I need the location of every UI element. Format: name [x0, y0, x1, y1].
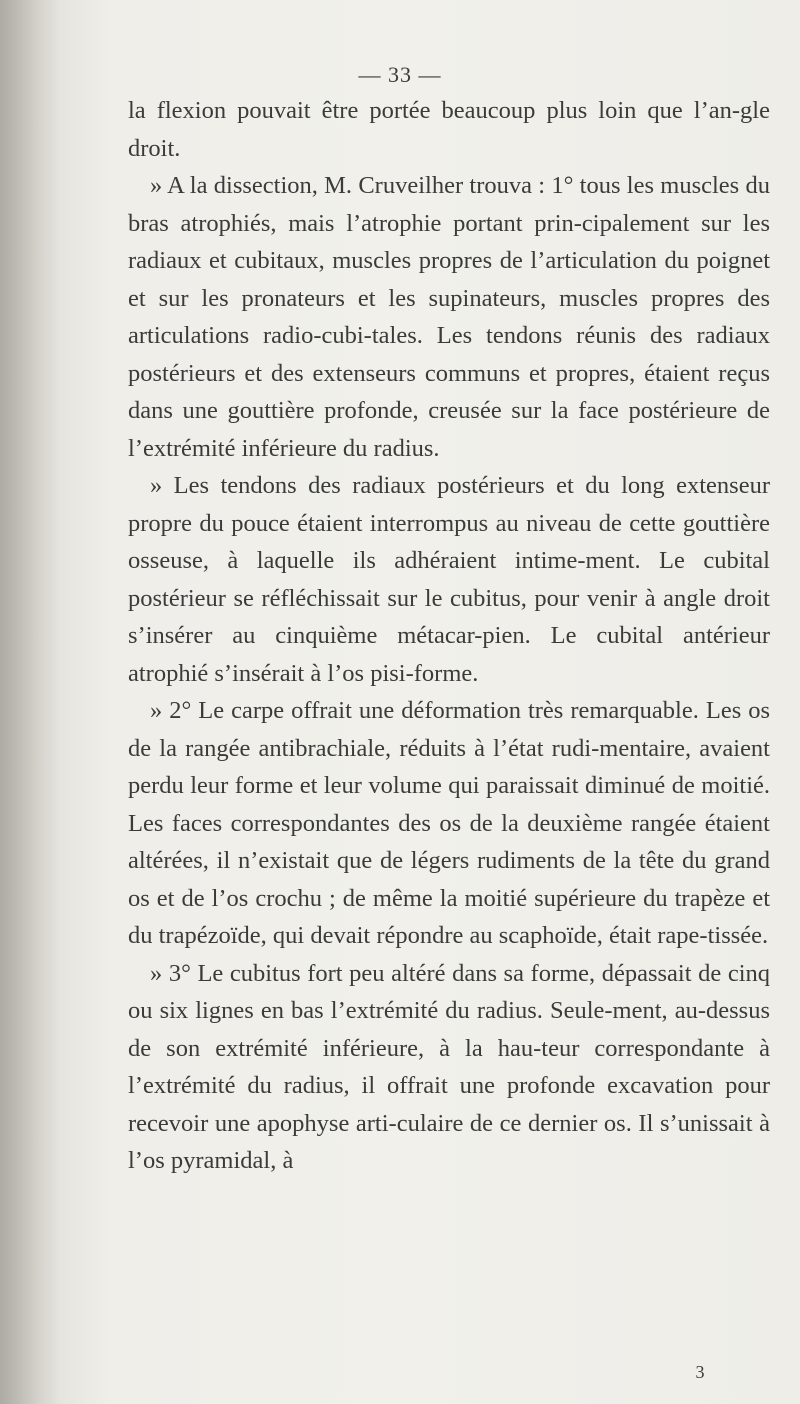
paragraph-3: » Les tendons des radiaux postérieurs et du long extenseur propre du pouce étaient interrompus au niveau de cette gouttière osseuse, à laquelle ils adhéraient intime-ment. Le cubital postérieur se réfléchissait sur le cubitus, pour venir à angle droit s’insérer au cinquième métacar-pien. Le cubital antérieur atrophié s’insérait à l’os pisi-forme.: [128, 472, 770, 687]
page-number: — 33 —: [358, 62, 442, 87]
paragraph-4: » 2° Le carpe offrait une déformation très remarquable. Les os de la rangée antibrachiale, réduits à l’état rudi-mentaire, avaient perdu leur forme et leur volume qui paraissait diminué de moitié. Les faces correspondantes des os de la deuxième rangée étaient altérées, il n’existait que de légers rudiments de la tête du grand os et de l’os crochu ; de même la moitié supérieure du trapèze et du trapézoïde, qui devait répondre au scaphoïde, était rape-tissée.: [128, 697, 770, 949]
paragraph-2: » A la dissection, M. Cruveilher trouva : 1° tous les muscles du bras atrophiés, mais l’atrophie portant prin-cipalement sur les radiaux et cubitaux, muscles propres de l’articulation du poignet et sur les pronateurs et les supinateurs, muscles propres des articulations radio-cubi-tales. Les tendons réunis des radiaux postérieurs et des extenseurs communs et propres, étaient reçus dans une gouttière profonde, creusée sur la face postérieure de l’extrémité inférieure du radius.: [128, 172, 770, 462]
signature-mark: 3: [695, 1362, 705, 1382]
paragraph-5: » 3° Le cubitus fort peu altéré dans sa forme, dépassait de cinq ou six lignes en bas l’extrémité du radius. Seule-ment, au-dessus de son extrémité inférieure, à la hau-teur correspondante à l’extrémité du radius, il offrait une profonde excavation pour recevoir une apophyse arti-culaire de ce dernier os. Il s’unissait à l’os pyramidal, à: [128, 959, 770, 1174]
paragraph-1: la flexion pouvait être portée beaucoup plus loin que l’an-gle droit.: [128, 97, 770, 162]
binding-shadow: [0, 0, 60, 1404]
body-text: [128, 92, 770, 1180]
